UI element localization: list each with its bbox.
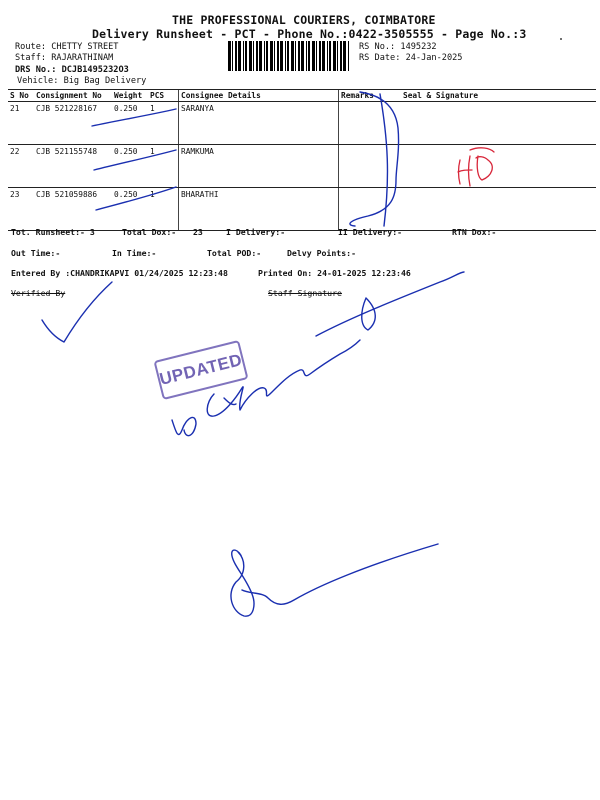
barcode-bar xyxy=(238,41,241,71)
col-sno: S No xyxy=(8,90,34,102)
bottom-signature-mark xyxy=(231,550,254,616)
col-weight: Weight xyxy=(112,90,148,102)
barcode-bar xyxy=(228,41,231,71)
barcode-bar xyxy=(274,41,275,71)
barcode-bar xyxy=(232,41,233,71)
table-row xyxy=(8,145,596,188)
barcode-bar xyxy=(277,41,279,71)
delvy-points: Delvy Points:- xyxy=(287,248,357,258)
rs-number: RS No.: 1495232 xyxy=(359,42,437,52)
name-signature-mark xyxy=(224,398,236,405)
barcode-bar xyxy=(295,41,296,71)
cell-pcs: 1 xyxy=(148,145,179,188)
ii-delivery: II Delivery:- xyxy=(338,227,403,237)
company-title: THE PROFESSIONAL COURIERS, COIMBATORE xyxy=(172,13,436,27)
barcode-bar xyxy=(253,41,254,71)
barcode-bar xyxy=(287,41,289,71)
barcode-bar xyxy=(337,41,338,71)
barcode-bar xyxy=(243,41,244,71)
col-seal-signature: Seal & Signature xyxy=(401,90,596,102)
route-label: Route: CHETTY STREET xyxy=(15,42,119,52)
barcode-bar xyxy=(312,41,315,71)
total-dox-value: 23 xyxy=(193,227,203,237)
barcode-bar xyxy=(343,41,346,71)
staff-signature-mark xyxy=(316,272,464,336)
runsheet-table xyxy=(8,89,596,231)
tot-runsheet: Tot. Runsheet:- 3 xyxy=(11,227,95,237)
barcode-bar xyxy=(259,41,262,71)
barcode-bar xyxy=(327,41,328,71)
barcode-bar xyxy=(249,41,252,71)
i-delivery: I Delivery:- xyxy=(226,227,286,237)
verified-by: Verified By xyxy=(11,288,66,298)
cell-weight: 0.250 xyxy=(112,188,148,231)
cell-sno: 22 xyxy=(8,145,34,188)
name-signature-mark xyxy=(172,417,196,435)
cell-seal xyxy=(401,102,596,145)
cell-weight: 0.250 xyxy=(112,102,148,145)
staff-label: Staff: RAJARATHINAM xyxy=(15,53,114,63)
cell-consignment: CJB 521228167 xyxy=(34,102,112,145)
cell-consignee: RAMKUMA xyxy=(179,145,339,188)
runsheet-subtitle: Delivery Runsheet - PCT - Phone No.:0422-3505555 - Page No.:3 xyxy=(92,27,527,41)
printed-on: Printed On: 24-01-2025 12:23:46 xyxy=(258,268,411,278)
entered-by: Entered By :CHANDRIKAPVI 01/24/2025 12:23:48 xyxy=(11,268,228,278)
cell-remarks xyxy=(339,145,402,188)
col-consignee: Consignee Details xyxy=(179,90,339,102)
table-header-row xyxy=(8,90,596,102)
col-remarks: Remarks xyxy=(339,90,402,102)
table-row xyxy=(8,188,596,231)
cell-sno: 23 xyxy=(8,188,34,231)
cell-consignee: SARANYA xyxy=(179,102,339,145)
barcode-bar xyxy=(308,41,310,71)
barcode-bar xyxy=(340,41,342,71)
barcode xyxy=(228,41,352,71)
barcode-bar xyxy=(280,41,283,71)
barcode-bar xyxy=(264,41,265,71)
barcode-bar xyxy=(333,41,336,71)
barcode-bar xyxy=(298,41,300,71)
cell-consignment: CJB 521059886 xyxy=(34,188,112,231)
col-consignment: Consignment No xyxy=(34,90,112,102)
cell-seal xyxy=(401,188,596,231)
barcode-bar xyxy=(348,41,349,71)
barcode-bar xyxy=(235,41,237,71)
barcode-bar xyxy=(306,41,307,71)
barcode-bar xyxy=(270,41,273,71)
barcode-bar xyxy=(329,41,331,71)
cell-remarks xyxy=(339,102,402,145)
barcode-bar xyxy=(256,41,258,71)
barcode-bar xyxy=(319,41,321,71)
cell-weight: 0.250 xyxy=(112,145,148,188)
rtn-dox: RTN Dox:- xyxy=(452,227,497,237)
cell-consignment: CJB 521155748 xyxy=(34,145,112,188)
cell-pcs: 1 xyxy=(148,102,179,145)
barcode-bar xyxy=(266,41,268,71)
in-time: In Time:- xyxy=(112,248,157,258)
table-row xyxy=(8,102,596,145)
barcode-bar xyxy=(301,41,304,71)
barcode-bar xyxy=(285,41,286,71)
col-pcs: PCS xyxy=(148,90,179,102)
cell-remarks xyxy=(339,188,402,231)
out-time: Out Time:- xyxy=(11,248,61,258)
cell-pcs: 1 xyxy=(148,188,179,231)
cell-seal xyxy=(401,145,596,188)
total-dox-label: Total Dox:- xyxy=(122,227,177,237)
cell-consignee: BHARATHI xyxy=(179,188,339,231)
barcode-bar xyxy=(291,41,294,71)
staff-signature-mark xyxy=(362,298,376,330)
staff-signature: Staff Signature xyxy=(268,288,342,298)
rs-date: RS Date: 24-Jan-2025 xyxy=(359,53,463,63)
barcode-bar xyxy=(316,41,317,71)
bottom-signature-mark xyxy=(242,544,438,604)
total-pod: Total POD:- xyxy=(207,248,262,258)
barcode-bar xyxy=(245,41,247,71)
barcode-bar xyxy=(322,41,325,71)
drs-label: DRS No.: DCJB1495232O3 xyxy=(15,65,129,75)
updated-stamp: UPDATED xyxy=(153,340,248,400)
vehicle-label: Vehicle: Big Bag Delivery xyxy=(17,76,147,86)
cell-sno: 21 xyxy=(8,102,34,145)
